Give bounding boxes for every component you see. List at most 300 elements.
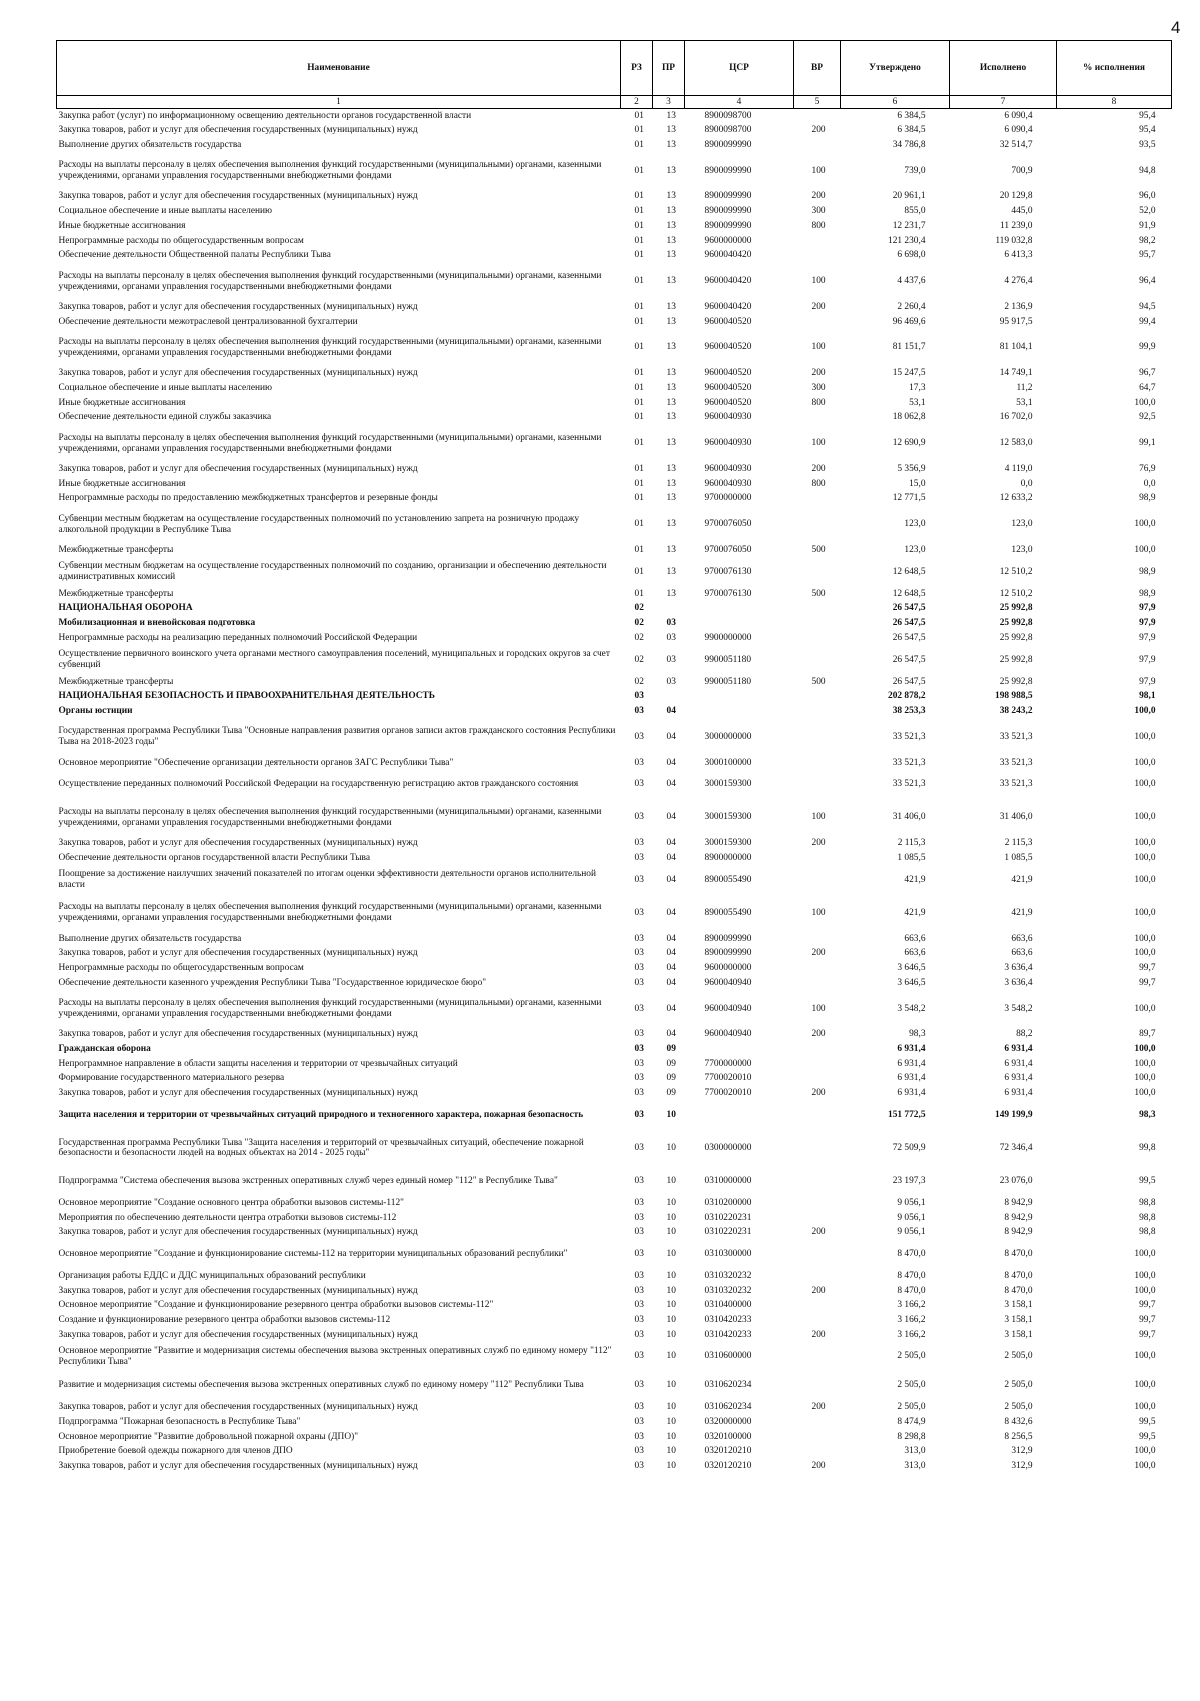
- row-name: Закупка товаров, работ и услуг для обеспечения государственных (муниципальных) нужд: [58, 1402, 418, 1413]
- row-pct: 76,9: [1139, 464, 1156, 475]
- row-pr: 13: [666, 438, 676, 449]
- row-name: Закупка товаров, работ и услуг для обеспечения государственных (муниципальных) нужд: [58, 191, 418, 202]
- table-row: [57, 425, 1172, 462]
- row-pct: 100,0: [1134, 948, 1156, 959]
- row-executed: 6 090,4: [1004, 125, 1033, 136]
- table-row: [57, 1415, 1172, 1430]
- row-pr: 09: [666, 1058, 676, 1069]
- row-executed: 8 942,9: [1004, 1197, 1033, 1208]
- table-row: [57, 646, 1172, 675]
- row-pr: 04: [666, 812, 676, 823]
- row-pct: 97,9: [1139, 654, 1156, 665]
- row-pr: 04: [666, 838, 676, 849]
- row-approved: 151 772,5: [888, 1109, 926, 1120]
- row-pr: 13: [666, 235, 676, 246]
- row-name: Социальное обеспечение и иные выплаты населению: [58, 382, 273, 393]
- row-pct: 100,0: [1134, 1285, 1156, 1296]
- row-pct: 0,0: [1143, 478, 1156, 489]
- row-vr: [794, 616, 841, 631]
- row-csr: 9600040930: [704, 438, 752, 449]
- table-row: [57, 675, 1172, 690]
- row-approved: 1 085,5: [897, 852, 926, 863]
- row-name: Расходы на выплаты персоналу в целях обеспечения выполнения функций государственными (муниципальными) органами, казенными учреждениями, органами управления государственными внебюджетными фондами: [58, 160, 602, 182]
- row-vr: [794, 1313, 841, 1328]
- row-pct: 100,0: [1134, 874, 1156, 885]
- row-executed: 198 988,5: [995, 691, 1033, 702]
- row-name: Основное мероприятие "Обеспечение организации деятельности органов ЗАГС Республики Тыва": [58, 757, 454, 768]
- row-name: Субвенции местным бюджетам на осуществление государственных полномочий по установлению запрета на розничную продажу алкогольной продукции в Республике Тыва: [58, 513, 580, 535]
- row-pct: 98,8: [1139, 1227, 1156, 1238]
- row-pr: 13: [666, 220, 676, 231]
- row-pr: 13: [666, 139, 676, 150]
- row-vr: 800: [811, 478, 826, 489]
- row-pr: 13: [666, 250, 676, 261]
- table-row: [57, 462, 1172, 477]
- row-rz: 03: [634, 1446, 644, 1457]
- row-vr: [794, 1430, 841, 1445]
- row-csr: 9900051180: [704, 676, 752, 687]
- row-executed: 95 917,5: [999, 316, 1033, 327]
- row-approved: 12 690,9: [892, 438, 926, 449]
- row-pr: 13: [666, 545, 676, 556]
- row-name: Непрограммные расходы по общегосударственным вопросам: [58, 235, 304, 246]
- row-pct: 94,5: [1139, 301, 1156, 312]
- row-pct: 99,7: [1139, 977, 1156, 988]
- row-pr: 04: [666, 1003, 676, 1014]
- row-pr: [653, 602, 685, 617]
- row-approved: 26 547,5: [892, 632, 926, 643]
- row-pr: 13: [666, 301, 676, 312]
- table-row: [57, 248, 1172, 263]
- row-pr: 10: [666, 1227, 676, 1238]
- row-rz: 01: [634, 368, 644, 379]
- row-csr: 7700020010: [704, 1088, 752, 1099]
- row-rz: 03: [634, 1088, 644, 1099]
- table-row: [57, 1430, 1172, 1445]
- row-pct: 96,4: [1139, 276, 1156, 287]
- row-approved: 9 056,1: [897, 1212, 926, 1223]
- row-csr: 3000000000: [704, 731, 752, 742]
- row-executed: 12 583,0: [999, 438, 1033, 449]
- row-csr: 7700000000: [704, 1058, 752, 1069]
- row-vr: 300: [811, 206, 826, 217]
- row-csr: 9600040930: [704, 412, 752, 423]
- table-row: [57, 1328, 1172, 1343]
- row-vr: 200: [811, 1329, 826, 1340]
- row-name: НАЦИОНАЛЬНАЯ ОБОРОНА: [58, 603, 193, 614]
- row-csr: 8900099990: [704, 206, 752, 217]
- row-rz: 01: [634, 165, 644, 176]
- row-approved: 313,0: [904, 1461, 926, 1472]
- row-rz: 03: [634, 907, 644, 918]
- row-csr: 0310400000: [704, 1300, 752, 1311]
- row-executed: 6 931,4: [1004, 1058, 1033, 1069]
- table-row: [57, 895, 1172, 932]
- row-vr: [794, 976, 841, 991]
- row-pr: 04: [666, 933, 676, 944]
- row-name: Закупка работ (услуг) по информационному освещению деятельности органов государственной власти: [58, 110, 472, 121]
- row-name: Непрограммные расходы по общегосударственным вопросам: [58, 963, 304, 974]
- row-csr: [685, 1042, 794, 1057]
- row-rz: 03: [634, 1109, 644, 1120]
- row-vr: 200: [811, 125, 826, 136]
- row-approved: 2 260,4: [897, 301, 926, 312]
- row-vr: 200: [811, 1088, 826, 1099]
- row-pct: 100,0: [1134, 907, 1156, 918]
- table-row: [57, 1028, 1172, 1043]
- row-pr: 03: [666, 676, 676, 687]
- row-csr: 0320000000: [704, 1417, 752, 1428]
- row-rz: 03: [634, 1044, 644, 1055]
- row-pct: 99,7: [1139, 963, 1156, 974]
- table-row: [57, 1101, 1172, 1130]
- row-rz: 01: [634, 493, 644, 504]
- row-pr: 09: [666, 1044, 676, 1055]
- row-rz: 01: [634, 125, 644, 136]
- row-pct: 100,0: [1134, 1402, 1156, 1413]
- table-row: [57, 1086, 1172, 1101]
- row-vr: 500: [811, 545, 826, 556]
- table-row: [57, 836, 1172, 851]
- row-executed: 421,9: [1011, 907, 1033, 918]
- row-approved: 6 931,4: [897, 1044, 926, 1055]
- row-vr: [794, 1298, 841, 1313]
- row-name: Подпрограмма "Пожарная безопасность в Республике Тыва": [58, 1417, 301, 1428]
- row-csr: 9900051180: [704, 654, 752, 665]
- row-csr: 8900099990: [704, 191, 752, 202]
- table-row: [57, 631, 1172, 646]
- table-row: [57, 1445, 1172, 1460]
- row-name: Расходы на выплаты персоналу в целях обеспечения выполнения функций государственными (муниципальными) органами, казенными учреждениями, органами управления государственными внебюджетными фондами: [58, 270, 602, 292]
- row-name: Закупка товаров, работ и услуг для обеспечения государственных (муниципальных) нужд: [58, 1329, 418, 1340]
- row-csr: 0310600000: [704, 1351, 752, 1362]
- row-approved: 53,1: [909, 397, 926, 408]
- row-executed: 2 505,0: [1004, 1402, 1033, 1413]
- row-csr: 9700076050: [704, 519, 752, 530]
- row-vr: 100: [811, 165, 826, 176]
- row-pr: 13: [666, 478, 676, 489]
- row-pr: 04: [666, 1029, 676, 1040]
- row-executed: 312,9: [1011, 1461, 1033, 1472]
- row-pr: 13: [666, 276, 676, 287]
- row-approved: 6 384,5: [897, 110, 926, 121]
- row-approved: 98,3: [909, 1029, 926, 1040]
- row-executed: 3 158,1: [1004, 1300, 1033, 1311]
- row-name: Межбюджетные трансферты: [58, 676, 174, 687]
- row-name: Выполнение других обязательств государства: [58, 933, 242, 944]
- row-approved: 3 646,5: [897, 977, 926, 988]
- row-pct: 100,0: [1134, 1446, 1156, 1457]
- row-rz: 03: [634, 852, 644, 863]
- row-rz: 03: [634, 1461, 644, 1472]
- row-pr: 10: [666, 1380, 676, 1391]
- row-approved: 26 547,5: [892, 676, 926, 687]
- row-pct: 100,0: [1134, 933, 1156, 944]
- row-executed: 88,2: [1016, 1029, 1033, 1040]
- row-executed: 119 032,8: [995, 235, 1033, 246]
- table-row: [57, 138, 1172, 153]
- row-executed: 12 510,2: [999, 588, 1033, 599]
- row-vr: 200: [811, 948, 826, 959]
- table-row: [57, 190, 1172, 205]
- row-name: Межбюджетные трансферты: [58, 588, 174, 599]
- row-rz: 01: [634, 276, 644, 287]
- table-row: [57, 204, 1172, 219]
- row-approved: 33 521,3: [892, 757, 926, 768]
- row-executed: 14 749,1: [999, 368, 1033, 379]
- row-approved: 6 931,4: [897, 1088, 926, 1099]
- row-pct: 98,2: [1139, 235, 1156, 246]
- row-name: Выполнение других обязательств государства: [58, 139, 242, 150]
- table-row: [57, 1269, 1172, 1284]
- col-header-csr: ЦСР: [685, 41, 794, 96]
- row-name: Основное мероприятие "Создание основного центра обработки вызовов системы-112": [58, 1197, 404, 1208]
- row-csr: 9600000000: [704, 235, 752, 246]
- row-pct: 99,1: [1139, 438, 1156, 449]
- row-rz: 01: [634, 206, 644, 217]
- row-executed: 25 992,8: [999, 618, 1033, 629]
- row-pr: 09: [666, 1088, 676, 1099]
- row-csr: 0310620234: [704, 1402, 752, 1413]
- row-vr: 200: [811, 301, 826, 312]
- row-pr: 04: [666, 977, 676, 988]
- row-vr: 200: [811, 368, 826, 379]
- row-approved: 8 470,0: [897, 1270, 926, 1281]
- row-rz: 03: [634, 731, 644, 742]
- table-row: [57, 719, 1172, 756]
- row-vr: [794, 234, 841, 249]
- row-name: Иные бюджетные ассигнования: [58, 397, 186, 408]
- row-rz: 03: [634, 948, 644, 959]
- row-rz: 03: [634, 1227, 644, 1238]
- row-executed: 33 521,3: [999, 757, 1033, 768]
- row-pct: 97,9: [1139, 618, 1156, 629]
- row-vr: 300: [811, 382, 826, 393]
- row-executed: 8 942,9: [1004, 1227, 1033, 1238]
- row-vr: 100: [811, 1003, 826, 1014]
- row-approved: 26 547,5: [892, 603, 926, 614]
- row-pct: 64,7: [1139, 382, 1156, 393]
- row-approved: 20 961,1: [892, 191, 926, 202]
- row-csr: 0310200000: [704, 1197, 752, 1208]
- row-approved: 6 931,4: [897, 1058, 926, 1069]
- row-executed: 0,0: [1020, 478, 1033, 489]
- row-name: Закупка товаров, работ и услуг для обеспечения государственных (муниципальных) нужд: [58, 1088, 418, 1099]
- row-pct: 100,0: [1134, 1270, 1156, 1281]
- row-csr: 9600040940: [704, 977, 752, 988]
- row-pct: 98,8: [1139, 1212, 1156, 1223]
- row-executed: 3 636,4: [1004, 963, 1033, 974]
- row-pr: 13: [666, 316, 676, 327]
- table-row: [57, 300, 1172, 315]
- row-pct: 100,0: [1134, 519, 1156, 530]
- row-vr: [794, 1072, 841, 1087]
- row-pct: 100,0: [1134, 852, 1156, 863]
- row-name: Поощрение за достижение наилучших значений показателей по итогам оценки эффективности деятельности органов исполнительной власти: [58, 869, 596, 891]
- row-approved: 421,9: [904, 907, 926, 918]
- row-rz: 01: [634, 301, 644, 312]
- table-row: [57, 1072, 1172, 1087]
- table-row: [57, 851, 1172, 866]
- table-row: [57, 1400, 1172, 1415]
- row-pr: 10: [666, 1329, 676, 1340]
- row-csr: 0300000000: [704, 1142, 752, 1153]
- row-rz: 03: [634, 1212, 644, 1223]
- row-executed: 8 432,6: [1004, 1417, 1033, 1428]
- row-pct: 98,9: [1139, 493, 1156, 504]
- table-row: [57, 1459, 1172, 1474]
- row-rz: 03: [634, 1073, 644, 1084]
- row-approved: 3 166,2: [897, 1329, 926, 1340]
- row-rz: 03: [634, 1029, 644, 1040]
- row-pct: 95,4: [1139, 110, 1156, 121]
- table-row: [57, 558, 1172, 587]
- row-pr: 10: [666, 1402, 676, 1413]
- row-pr: 10: [666, 1461, 676, 1472]
- row-rz: 01: [634, 566, 644, 577]
- table-row: [57, 381, 1172, 396]
- row-name: Непрограммные расходы по предоставлению межбюджетных трансфертов и резервные фонды: [58, 493, 438, 504]
- table-row: [57, 123, 1172, 138]
- row-name: Закупка товаров, работ и услуг для обеспечения государственных (муниципальных) нужд: [58, 464, 418, 475]
- row-csr: 9600040520: [704, 397, 752, 408]
- row-pct: 97,9: [1139, 603, 1156, 614]
- row-pct: 98,8: [1139, 1197, 1156, 1208]
- col-number: 4: [685, 96, 794, 109]
- table-row: [57, 1225, 1172, 1240]
- row-rz: 03: [634, 933, 644, 944]
- row-pct: 100,0: [1134, 397, 1156, 408]
- table-row: [57, 1313, 1172, 1328]
- row-pr: 10: [666, 1431, 676, 1442]
- row-csr: 9700000000: [704, 493, 752, 504]
- row-vr: 100: [811, 907, 826, 918]
- table-row: [57, 396, 1172, 411]
- row-vr: [794, 1130, 841, 1167]
- table-row: [57, 329, 1172, 366]
- row-pct: 52,0: [1139, 206, 1156, 217]
- row-csr: 8900099990: [704, 948, 752, 959]
- row-executed: 1 085,5: [1004, 852, 1033, 863]
- row-pr: 13: [666, 125, 676, 136]
- row-name: Расходы на выплаты персоналу в целях обеспечения выполнения функций государственными (муниципальными) органами, казенными учреждениями, органами управления государственными внебюджетными фондами: [58, 998, 602, 1019]
- table-row: [57, 410, 1172, 425]
- row-executed: 6 931,4: [1004, 1073, 1033, 1084]
- row-vr: [794, 1101, 841, 1130]
- row-vr: 800: [811, 397, 826, 408]
- row-approved: 313,0: [904, 1446, 926, 1457]
- row-pr: 03: [666, 632, 676, 643]
- row-approved: 6 931,4: [897, 1073, 926, 1084]
- row-pr: 03: [666, 618, 676, 629]
- row-vr: [794, 1240, 841, 1269]
- row-rz: 02: [634, 676, 644, 687]
- row-csr: 8900055490: [704, 874, 752, 885]
- row-vr: 500: [811, 588, 826, 599]
- row-rz: 02: [634, 654, 644, 665]
- row-rz: 01: [634, 438, 644, 449]
- row-pct: 100,0: [1134, 705, 1156, 716]
- row-pct: 99,9: [1139, 342, 1156, 353]
- row-executed: 8 470,0: [1004, 1270, 1033, 1281]
- row-pct: 99,7: [1139, 1329, 1156, 1340]
- table-row: [57, 704, 1172, 719]
- row-csr: 9600040520: [704, 368, 752, 379]
- row-pct: 98,3: [1139, 1109, 1156, 1120]
- col-header-rz: РЗ: [621, 41, 653, 96]
- table-row: [57, 866, 1172, 895]
- row-vr: [794, 410, 841, 425]
- row-executed: 8 470,0: [1004, 1249, 1033, 1260]
- row-vr: 500: [811, 676, 826, 687]
- row-approved: 3 548,2: [897, 1003, 926, 1014]
- row-name: Основное мероприятие "Создание и функционирование резервного центра обработки вызовов системы-112": [58, 1300, 494, 1311]
- row-rz: 03: [634, 977, 644, 988]
- row-vr: [794, 1445, 841, 1460]
- row-pct: 93,5: [1139, 139, 1156, 150]
- row-rz: 03: [634, 1417, 644, 1428]
- row-pct: 97,9: [1139, 632, 1156, 643]
- row-csr: 0320120210: [704, 1461, 752, 1472]
- row-rz: 01: [634, 464, 644, 475]
- row-executed: 38 243,2: [999, 705, 1033, 716]
- row-vr: [794, 756, 841, 771]
- row-approved: 12 648,5: [892, 566, 926, 577]
- table-row: [57, 506, 1172, 543]
- row-approved: 8 470,0: [897, 1249, 926, 1260]
- row-csr: 9600040940: [704, 1003, 752, 1014]
- row-name: Иные бюджетные ассигнования: [58, 220, 186, 231]
- table-row: [57, 616, 1172, 631]
- table-row: [57, 477, 1172, 492]
- table-row: [57, 689, 1172, 704]
- row-approved: 121 230,4: [888, 235, 926, 246]
- col-header-executed: Исполнено: [950, 41, 1057, 96]
- row-vr: [794, 646, 841, 675]
- row-csr: [685, 704, 794, 719]
- row-pr: 10: [666, 1314, 676, 1325]
- col-number: 2: [621, 96, 653, 109]
- row-csr: 9600000000: [704, 963, 752, 974]
- row-csr: [685, 689, 794, 704]
- table-row: [57, 961, 1172, 976]
- row-vr: [794, 506, 841, 543]
- row-csr: 7700020010: [704, 1073, 752, 1084]
- row-name: Подпрограмма "Система обеспечения вызова экстренных оперативных служб через единый номер "112" в Республике Тыва": [58, 1175, 558, 1186]
- row-rz: 03: [634, 1329, 644, 1340]
- row-pr: 13: [666, 342, 676, 353]
- col-number: 7: [950, 96, 1057, 109]
- row-vr: 200: [811, 191, 826, 202]
- row-rz: 03: [634, 963, 644, 974]
- row-executed: 3 158,1: [1004, 1329, 1033, 1340]
- row-executed: 8 942,9: [1004, 1212, 1033, 1223]
- row-executed: 6 931,4: [1004, 1088, 1033, 1099]
- row-name: Закупка товаров, работ и услуг для обеспечения государственных (муниципальных) нужд: [58, 948, 418, 959]
- row-approved: 2 505,0: [897, 1380, 926, 1391]
- table-row: [57, 756, 1172, 771]
- row-vr: 100: [811, 276, 826, 287]
- row-pct: 92,5: [1139, 412, 1156, 423]
- row-pr: 04: [666, 852, 676, 863]
- row-name: Закупка товаров, работ и услуг для обеспечения государственных (муниципальных) нужд: [58, 1227, 418, 1238]
- row-executed: 312,9: [1011, 1446, 1033, 1457]
- row-executed: 32 514,7: [999, 139, 1033, 150]
- row-vr: [794, 109, 841, 124]
- row-executed: 123,0: [1011, 519, 1033, 530]
- row-name: Основное мероприятие "Развитие добровольной пожарной охраны (ДПО)": [58, 1431, 359, 1442]
- row-name: Закупка товаров, работ и услуг для обеспечения государственных (муниципальных) нужд: [58, 838, 418, 849]
